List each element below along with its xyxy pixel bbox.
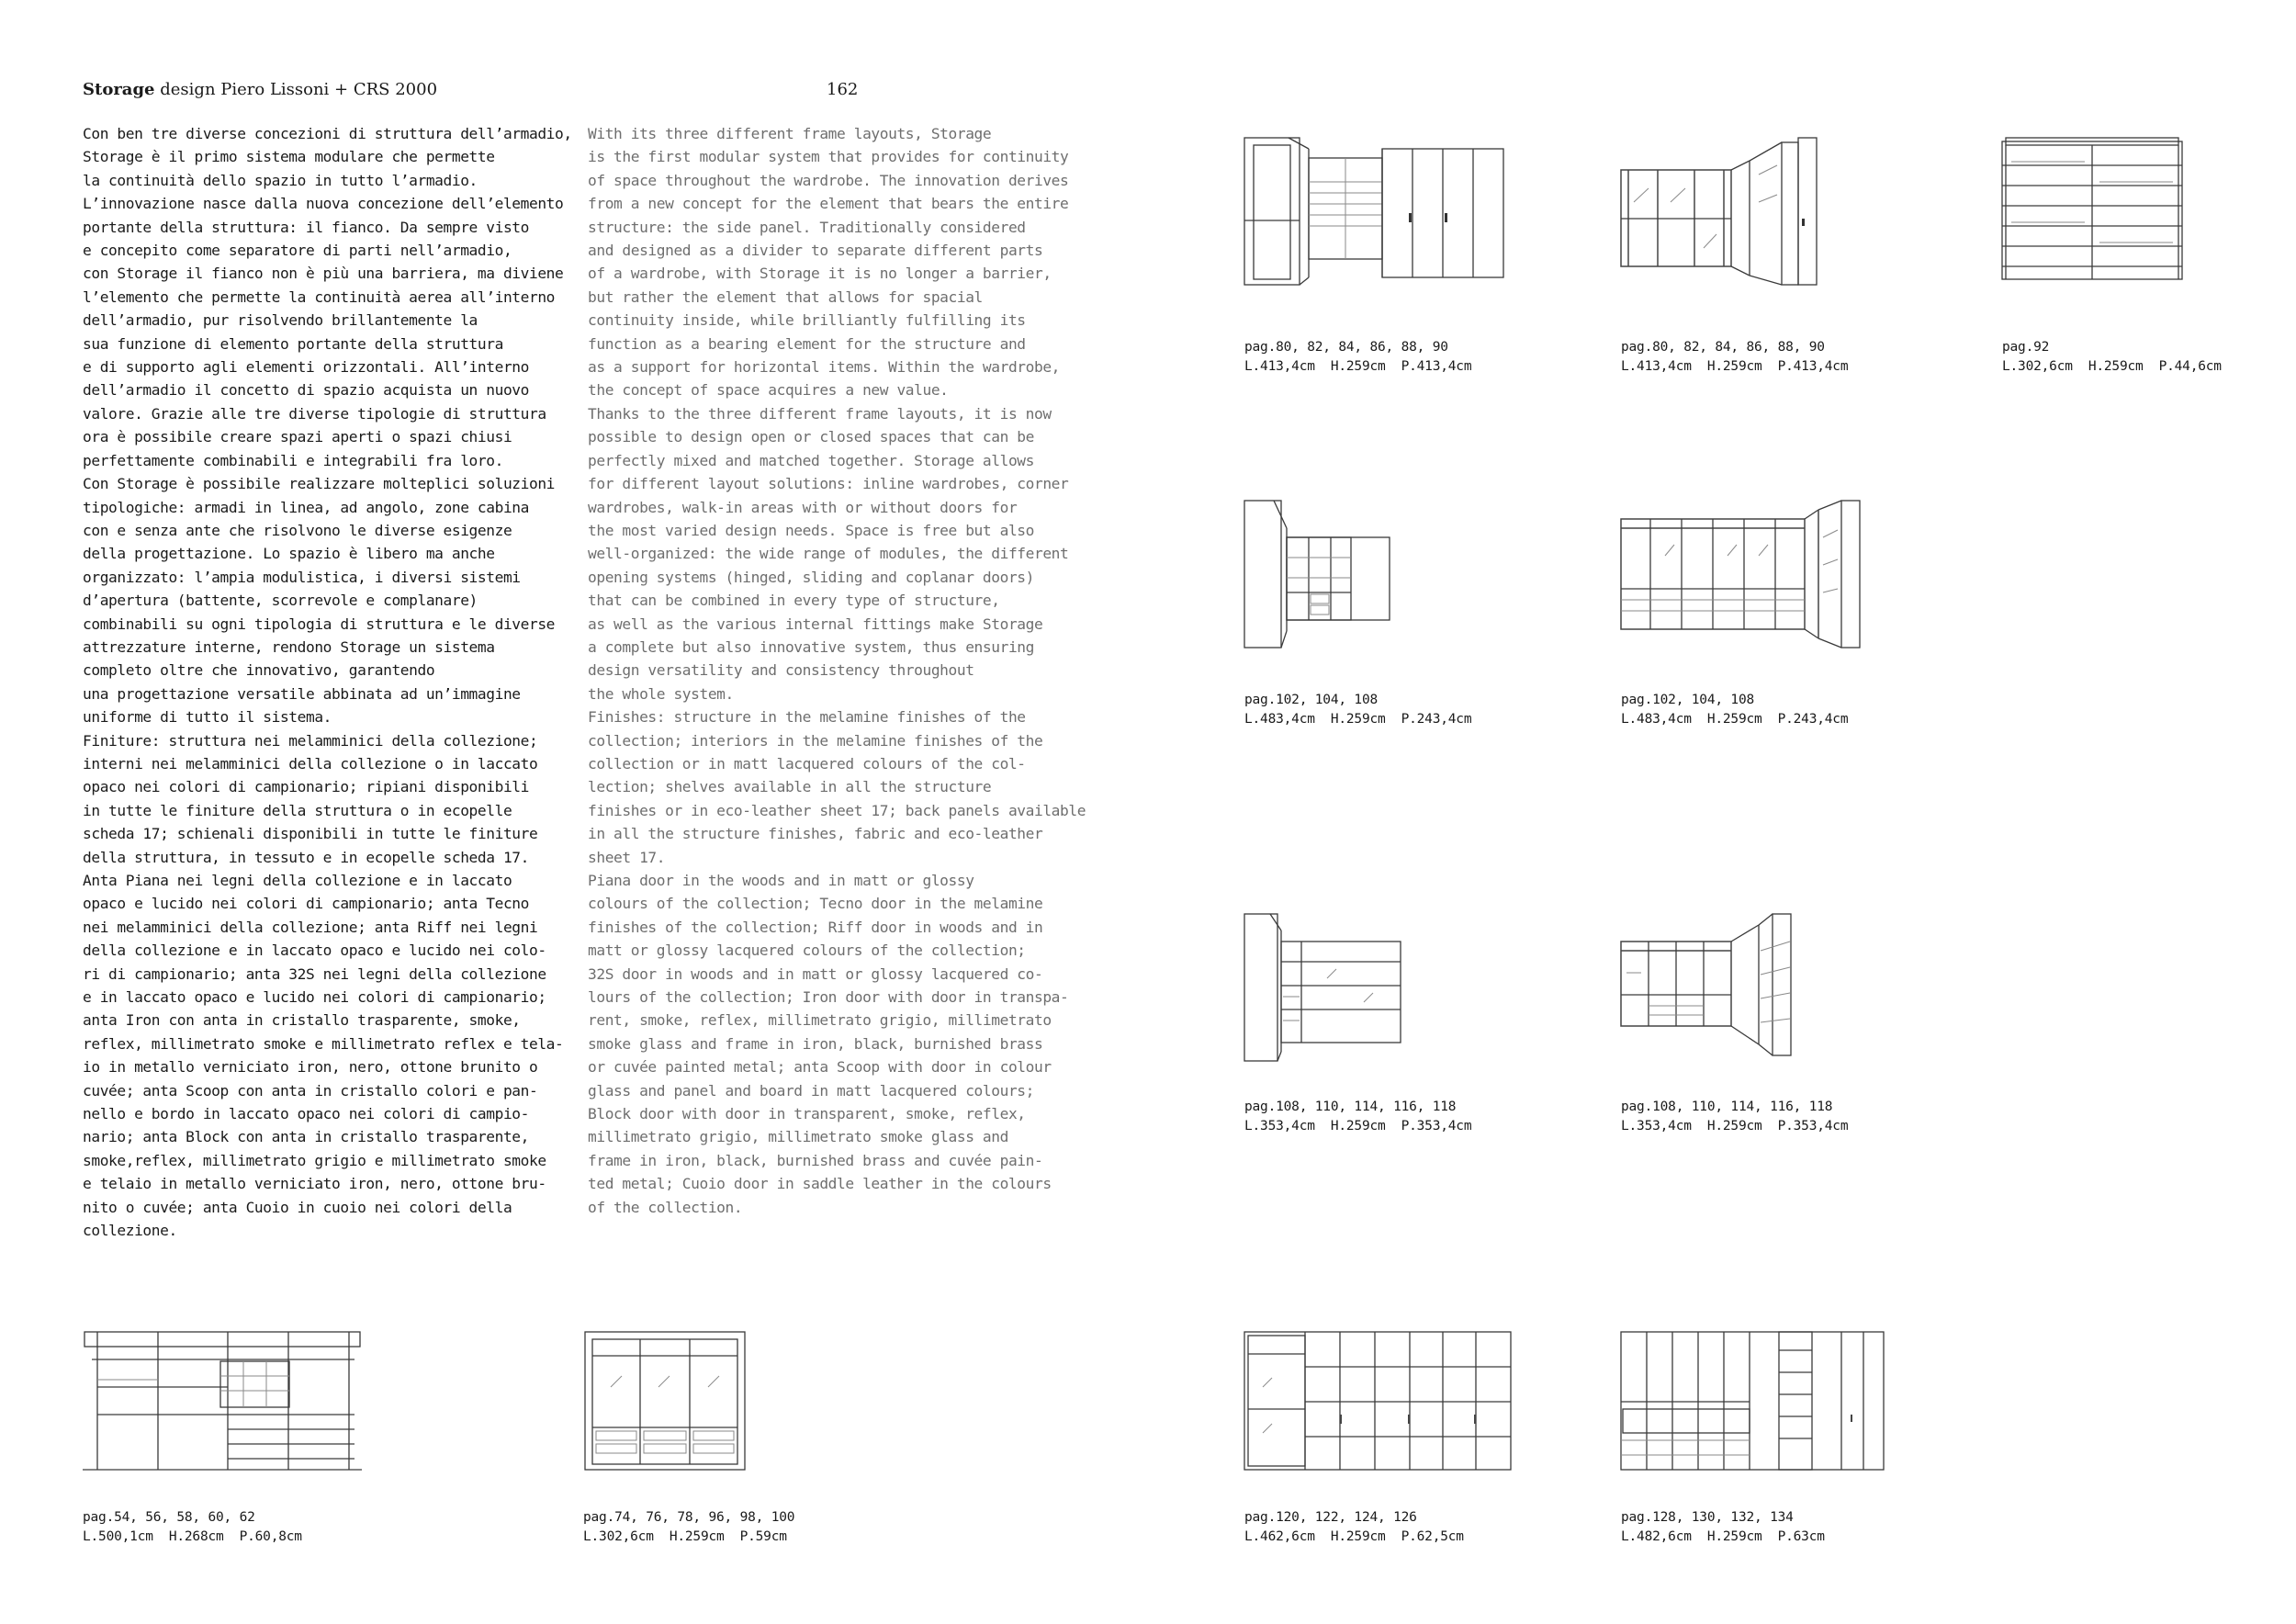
english-line: the concept of space acquires a new value. <box>588 381 949 400</box>
italian-line: portante della struttura: il fianco. Da sempre visto <box>83 218 529 236</box>
english-line: the most varied design needs. Space is free but also <box>588 521 1034 539</box>
english-line: or cuvée painted metal; anta Scoop with door in colour <box>588 1058 1052 1077</box>
english-line: and designed as a divider to separate different parts <box>588 242 1043 260</box>
english-line: a complete but also innovative system, thus ensuring <box>588 637 1034 656</box>
english-line: ted metal; Cuoio door in saddle leather in the colours <box>588 1175 1052 1193</box>
english-line: frame in iron, black, burnished brass and cuvée pain- <box>588 1151 1043 1169</box>
english-line: in all the structure finishes, fabric and eco-leather <box>588 825 1043 843</box>
english-line: Block door with door in transparent, smoke, reflex, <box>588 1105 1026 1123</box>
italian-line: cuvée; anta Scoop con anta in cristallo colori e pan- <box>83 1081 538 1100</box>
english-line: design versatility and consistency throughout <box>588 661 974 680</box>
english-line: lection; shelves available in all the structure <box>588 778 992 796</box>
item-pages: pag.128, 130, 132, 134 <box>1621 1510 1794 1525</box>
item-pages: pag.74, 76, 78, 96, 98, 100 <box>583 1510 795 1525</box>
italian-line: perfettamente combinabili e integrabili fra loro. <box>83 451 503 469</box>
item-caption <box>1621 1508 1825 1546</box>
open-walk-in-drawing <box>1621 914 1805 1061</box>
italian-line: con Storage il fianco non è più una barriera, ma diviene <box>83 265 564 283</box>
english-line: as well as the various internal fittings make Storage <box>588 615 1043 633</box>
italian-line: della struttura, in tessuto e in ecopelle scheda 17. <box>83 848 529 866</box>
item-dimensions: L.413,4cm H.259cm P.413,4cm <box>1244 358 1472 374</box>
header-title-bold: Storage <box>83 80 155 99</box>
english-line: but rather the element that allows for spacial <box>588 288 983 306</box>
english-line: collection or in matt lacquered colours of the col- <box>588 754 1026 773</box>
italian-line: smoke,reflex, millimetrato grigio e millimetrato smoke <box>83 1151 546 1169</box>
english-line: well-organized: the wide range of modules, the different <box>588 545 1069 563</box>
italian-line: reflex, millimetrato smoke e millimetrato reflex e tela- <box>83 1034 564 1053</box>
italian-line: attrezzature interne, rendono Storage un sistema <box>83 637 495 656</box>
italian-line: nello e bordo in laccato opaco nei colori di campio- <box>83 1105 529 1123</box>
item-pages: pag.80, 82, 84, 86, 88, 90 <box>1621 340 1825 355</box>
english-line: as a support for horizontal items. Within the wardrobe, <box>588 358 1061 377</box>
corner-wardrobe-drawing <box>1244 138 1538 285</box>
english-line: is the first modular system that provides for continuity <box>588 148 1069 166</box>
item-pages: pag.102, 104, 108 <box>1244 693 1379 707</box>
item-pages: pag.102, 104, 108 <box>1621 693 1755 707</box>
italian-line: una progettazione versatile abbinata ad un’immagine <box>83 684 521 703</box>
item-caption <box>83 1508 302 1546</box>
english-line: finishes of the collection; Riff door in woods and in <box>588 918 1043 936</box>
item-pages: pag.108, 110, 114, 116, 118 <box>1244 1100 1457 1114</box>
item-pages: pag.54, 56, 58, 60, 62 <box>83 1510 255 1525</box>
english-line: collection; interiors in the melamine finishes of the <box>588 731 1043 750</box>
italian-line: Anta Piana nei legni della collezione e in laccato <box>83 872 512 889</box>
italian-line: nario; anta Block con anta in cristallo trasparente, <box>83 1128 529 1146</box>
italian-line: Finiture: struttura nei melamminici della collezione; <box>83 731 538 750</box>
item-caption <box>1244 338 1471 376</box>
english-line: for different layout solutions: inline wardrobes, corner <box>588 475 1069 493</box>
item-dimensions: L.302,6cm H.259cm P.59cm <box>583 1528 787 1544</box>
italian-line: interni nei melamminici della collezione o in laccato <box>83 754 538 773</box>
item-dimensions: L.500,1cm H.268cm P.60,8cm <box>83 1528 302 1544</box>
italian-line: uniforme di tutto il sistema. <box>83 708 332 727</box>
running-header <box>83 80 437 99</box>
item-pages: pag.92 <box>2002 340 2050 355</box>
english-text-column <box>588 122 1086 1219</box>
italian-line: nito o cuvée; anta Cuoio in cuoio nei colori della <box>83 1198 512 1216</box>
corner-shelving-glass-drawing <box>1244 914 1410 1061</box>
item-caption <box>1244 691 1471 728</box>
english-line: colours of the collection; Tecno door in the melamine <box>588 895 1043 913</box>
sliding-door-wardrobe-drawing <box>1621 138 1878 285</box>
english-line: finishes or in eco-leather sheet 17; back panels available <box>588 801 1086 819</box>
italian-line: della progettazione. Lo spazio è libero ma anche <box>83 545 495 563</box>
glass-walk-in-drawing <box>1621 501 1869 648</box>
english-line: of a wardrobe, with Storage it is no longer a barrier, <box>588 265 1052 283</box>
italian-line: della collezione e in laccato opaco e lucido nei colo- <box>83 942 546 960</box>
italian-line: tipologiche: armadi in linea, ad angolo, zone cabina <box>83 498 529 516</box>
english-line: the whole system. <box>588 684 734 703</box>
italian-line: Storage è il primo sistema modulare che permette <box>83 148 495 166</box>
english-line: function as a bearing element for the structure and <box>588 334 1026 353</box>
inline-open-shelving-drawing <box>83 1332 367 1479</box>
item-pages: pag.108, 110, 114, 116, 118 <box>1621 1100 1833 1114</box>
italian-line: organizzato: l’ampia modulistica, i diversi sistemi <box>83 568 521 586</box>
italian-line: anta Iron con anta in cristallo trasparente, smoke, <box>83 1011 521 1030</box>
italian-line: sua funzione di elemento portante della struttura <box>83 334 503 353</box>
item-dimensions: L.413,4cm H.259cm P.413,4cm <box>1621 358 1849 374</box>
english-line: of space throughout the wardrobe. The innovation derives <box>588 171 1069 189</box>
italian-line: Con Storage è possibile realizzare molteplici soluzioni <box>83 475 556 493</box>
english-line: perfectly mixed and matched together. Storage allows <box>588 451 1034 469</box>
glass-door-wardrobe-drawing <box>583 1332 748 1479</box>
english-line: Thanks to the three different frame layouts, it is now <box>588 404 1052 423</box>
item-caption <box>1621 338 1848 376</box>
item-caption <box>1621 1098 1848 1135</box>
english-line: Finishes: structure in the melamine finishes of the <box>588 708 1026 727</box>
english-line: glass and panel and board in matt lacquered colours; <box>588 1081 1034 1100</box>
header-title-rest: design Piero Lissoni + CRS 2000 <box>160 80 438 99</box>
item-dimensions: L.353,4cm H.259cm P.353,4cm <box>1244 1118 1472 1133</box>
item-dimensions: L.462,6cm H.259cm P.62,5cm <box>1244 1528 1464 1544</box>
italian-line: ri di campionario; anta 32S nei legni della collezione <box>83 964 546 983</box>
walk-in-corner-drawing <box>1244 501 1355 648</box>
item-caption <box>2002 338 2222 376</box>
english-line: Piana door in the woods and in matt or glossy <box>588 872 974 889</box>
english-line: sheet 17. <box>588 848 666 866</box>
open-shelving-drawing <box>2002 138 2186 285</box>
italian-line: nei melamminici della collezione; anta Riff nei legni <box>83 918 538 936</box>
english-line: wardrobes, walk-in areas with or without doors for <box>588 498 1018 516</box>
english-line: 32S door in woods and in matt or glossy lacquered co- <box>588 964 1043 983</box>
italian-line: scheda 17; schienali disponibili in tutte le finiture <box>83 825 538 843</box>
english-line: possible to design open or closed spaces that can be <box>588 428 1034 446</box>
italian-line: d’apertura (battente, scorrevole e complanare) <box>83 592 478 610</box>
item-caption <box>1244 1098 1471 1135</box>
english-line: opening systems (hinged, sliding and coplanar doors) <box>588 568 1034 586</box>
italian-line: e in laccato opaco e lucido nei colori di campionario; <box>83 988 546 1007</box>
item-caption <box>583 1508 794 1546</box>
inline-wardrobe-drawers-drawing <box>1621 1332 1896 1479</box>
italian-line: combinabili su ogni tipologia di struttura e le diverse <box>83 615 556 633</box>
item-dimensions: L.482,6cm H.259cm P.63cm <box>1621 1528 1825 1544</box>
italian-line: completo oltre che innovativo, garantendo <box>83 661 435 680</box>
italian-line: e di supporto agli elementi orizzontali. All’interno <box>83 358 529 377</box>
item-dimensions: L.483,4cm H.259cm P.243,4cm <box>1244 711 1472 727</box>
italian-line: Con ben tre diverse concezioni di struttura dell’armadio, <box>83 125 572 142</box>
inline-coplanar-wardrobe-drawing <box>1244 1332 1520 1479</box>
item-pages: pag.80, 82, 84, 86, 88, 90 <box>1244 340 1448 355</box>
english-line: matt or glossy lacquered colours of the collection; <box>588 942 1026 960</box>
english-line: smoke glass and frame in iron, black, burnished brass <box>588 1034 1043 1053</box>
item-pages: pag.120, 122, 124, 126 <box>1244 1510 1417 1525</box>
item-dimensions: L.302,6cm H.259cm P.44,6cm <box>2002 358 2222 374</box>
english-line: rent, smoke, reflex, millimetrato grigio, millimetrato <box>588 1011 1052 1030</box>
item-caption <box>1244 1508 1464 1546</box>
italian-line: opaco e lucido nei colori di campionario; anta Tecno <box>83 895 529 913</box>
italian-line: collezione. <box>83 1222 177 1240</box>
italian-line: e telaio in metallo verniciato iron, nero, ottone bru- <box>83 1175 546 1193</box>
italian-line: con e senza ante che risolvono le diverse esigenze <box>83 521 512 539</box>
italian-line: io in metallo verniciato iron, nero, ottone brunito o <box>83 1058 538 1077</box>
english-line: that can be combined in every type of structure, <box>588 592 1000 610</box>
italian-line: dell’armadio il concetto di spazio acquista un nuovo <box>83 381 529 400</box>
english-line: millimetrato grigio, millimetrato smoke glass and <box>588 1128 1008 1146</box>
italian-line: l’elemento che permette la continuità aerea all’interno <box>83 288 556 306</box>
italian-line: opaco nei colori di campionario; ripiani disponibili <box>83 778 529 796</box>
italian-line: in tutte le finiture della struttura o in ecopelle <box>83 801 512 819</box>
page-number: 162 <box>827 80 859 99</box>
italian-line: la continuità dello spazio in tutto l’armadio. <box>83 171 478 189</box>
english-line: With its three different frame layouts, Storage <box>588 125 992 142</box>
italian-line: ora è possibile creare spazi aperti o spazi chiusi <box>83 428 512 446</box>
italian-text-column <box>83 122 572 1243</box>
english-line: structure: the side panel. Traditionally considered <box>588 218 1026 236</box>
english-line: of the collection. <box>588 1198 743 1216</box>
item-dimensions: L.483,4cm H.259cm P.243,4cm <box>1621 711 1849 727</box>
italian-line: e concepito come separatore di parti nell’armadio, <box>83 242 512 260</box>
item-dimensions: L.353,4cm H.259cm P.353,4cm <box>1621 1118 1849 1133</box>
english-line: continuity inside, while brilliantly fulfilling its <box>588 311 1026 330</box>
italian-line: dell’armadio, pur risolvendo brillantemente la <box>83 311 478 330</box>
english-line: lours of the collection; Iron door with door in transpa- <box>588 988 1069 1007</box>
italian-line: L’innovazione nasce dalla nuova concezione dell’elemento <box>83 195 564 213</box>
english-line: from a new concept for the element that bears the entire <box>588 195 1069 213</box>
italian-line: valore. Grazie alle tre diverse tipologie di struttura <box>83 404 546 423</box>
item-caption <box>1621 691 1848 728</box>
